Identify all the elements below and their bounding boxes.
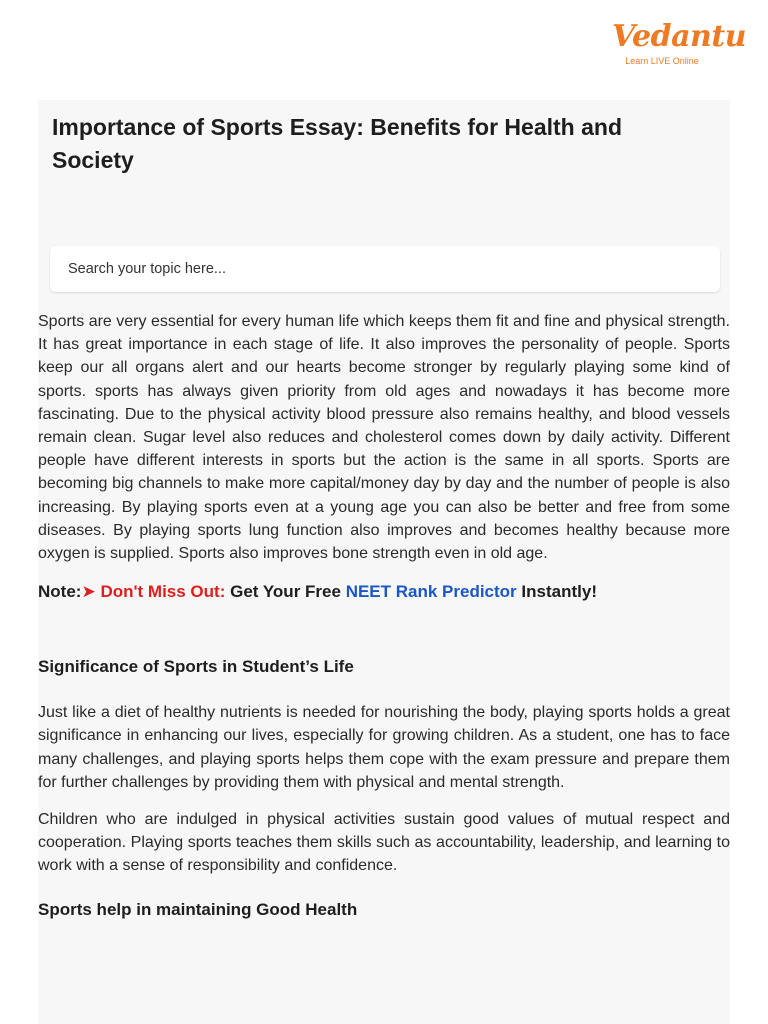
search-input[interactable] <box>66 260 720 278</box>
logo-tagline: Learn LIVE Online <box>625 56 699 66</box>
article-content <box>38 310 730 922</box>
search-box[interactable] <box>50 246 720 292</box>
note-banner <box>38 579 730 605</box>
arrow-icon: ➤ <box>81 582 96 602</box>
section-paragraph: Just like a diet of healthy nutrients is needed for nourishing the body, playing sports holds a great significance in enhancing our lives, especially for growing children. As a student, one has to face many challenges, and playing sports helps them cope with the exam pressure and prepare them for further challenges by providing them with physical and mental strength. <box>38 704 730 791</box>
section-heading-good-health: Sports help in maintaining Good Health <box>38 899 358 919</box>
note-text-after-link: Instantly! <box>521 582 597 602</box>
section-paragraph: Children who are indulged in physical activities sustain good values of mutual respect and cooperation. Playing sports teaches them skills such as accountability, leadership, and learning to work with a sense of responsibility and confidence. <box>38 811 730 875</box>
vedantu-logo[interactable] <box>612 19 747 66</box>
section-heading-student-life: Significance of Sports in Student’s Life <box>38 657 354 677</box>
note-highlight: Don't Miss Out: <box>100 582 226 602</box>
logo-wordmark: Vedantu <box>612 19 747 54</box>
neet-rank-predictor-link[interactable]: NEET Rank Predictor <box>345 582 517 602</box>
note-label: Note: <box>38 582 82 602</box>
intro-paragraph: Sports are very essential for every human life which keeps them fit and fine and physical strength. It has great importance in each stage of life. It also improves the personality of people. Sports keep our all organs alert and our hearts become stronger by regularly playing some kind of sports. sports has always given priority from old ages and nowadays it has become more fascinating. Due to the physical activity blood pressure also remains healthy, and blood vessels remain clean. Sugar level also reduces and cholesterol comes down by daily activity. Different people have different interests in sports but the action is the same in all sports. Sports are becoming big channels to make more capital/money day by day and the number of people is also increasing. By playing sports even at a young age you can also be better and free from some diseases. By playing sports lung function also improves and becomes healthy because more oxygen is supplied. Sports also improves bone strength even in old age. <box>38 313 730 563</box>
page-title: Importance of Sports Essay: Benefits for Health and Society <box>52 114 623 173</box>
note-text-before-link: Get Your Free <box>230 582 341 602</box>
